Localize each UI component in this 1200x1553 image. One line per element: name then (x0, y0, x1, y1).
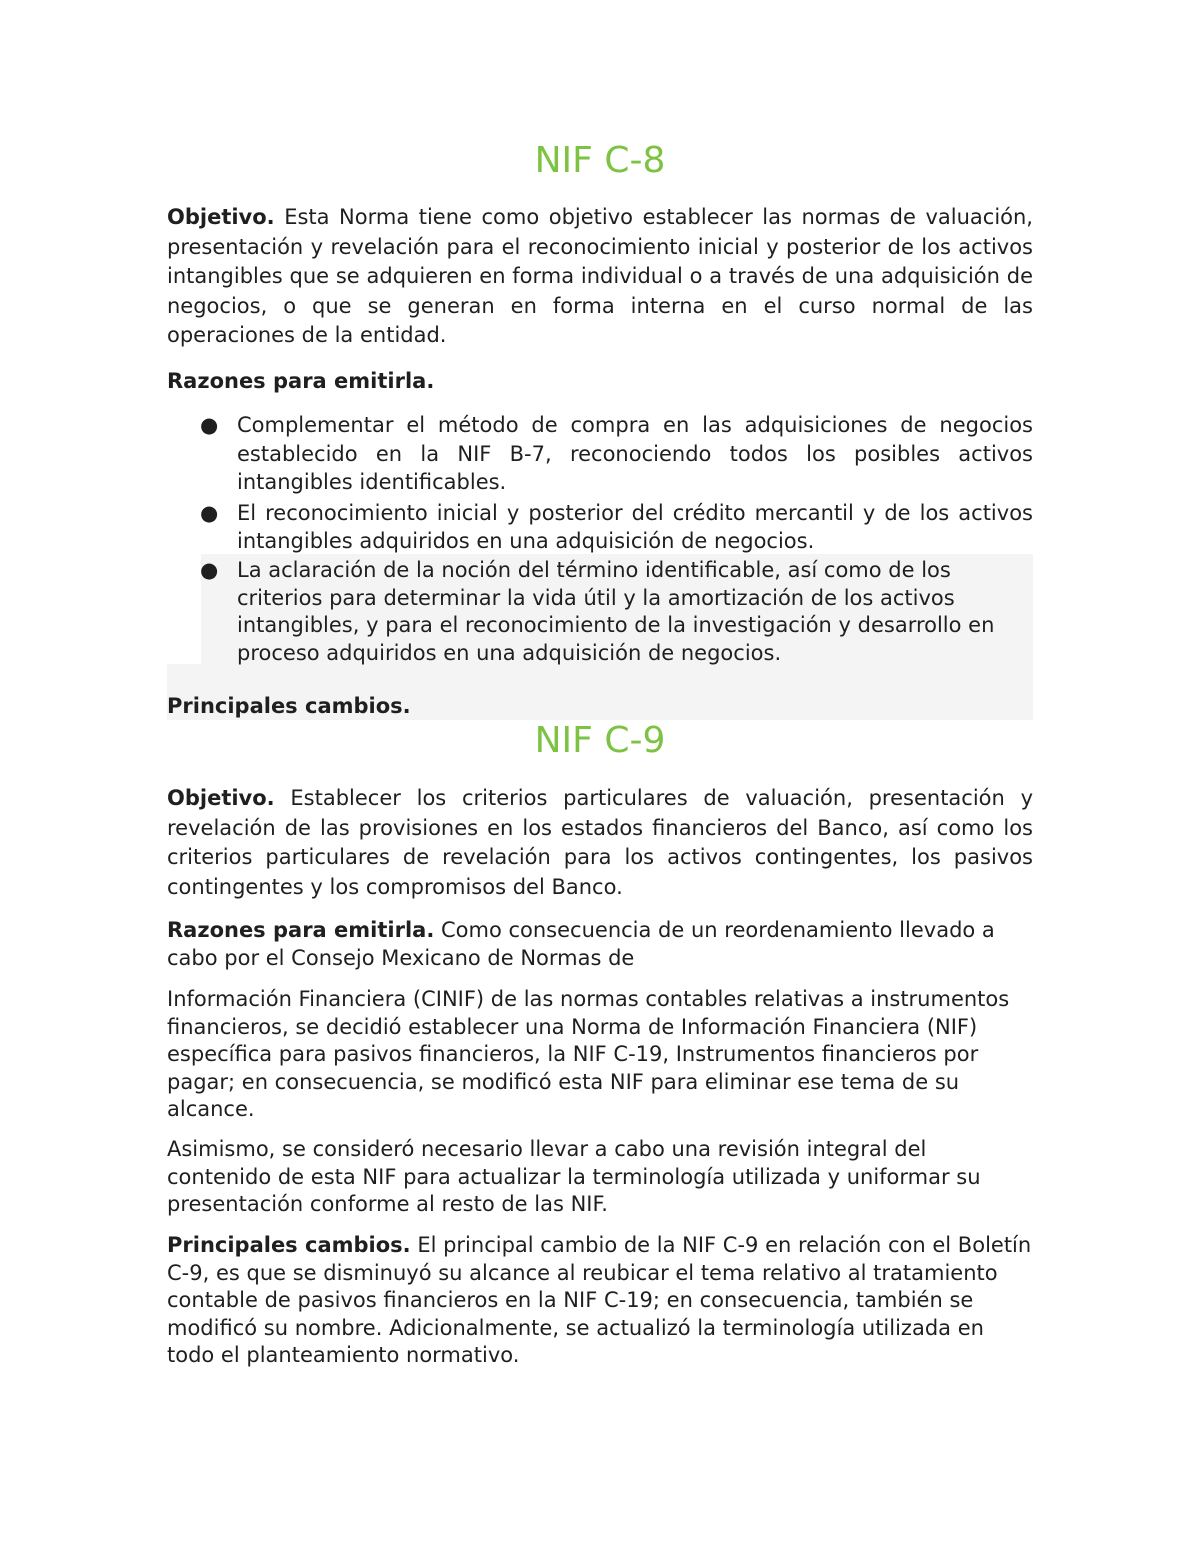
list-item (167, 499, 1033, 556)
reasons-list-c8 (167, 411, 1033, 556)
bullet-icon: ● (200, 558, 219, 582)
changes-label-c8: Principales cambios. (167, 694, 411, 718)
list-item-text: Complementar el método de compra en las adquisiciones de negocios establecido en la NIF B-7, reconociendo todos los posibles activos intangibles identificables. (237, 413, 1033, 494)
reasons-text-c9: Como consecuencia de un reordenamiento llevado a cabo por el Consejo Mexicano de Normas de (167, 918, 995, 970)
section-title-c8: NIF C-8 (534, 140, 666, 181)
reasons-label-c8: Razones para emitirla. (167, 369, 435, 393)
changes-paragraph-c9 (167, 1232, 1033, 1370)
objective-paragraph-c8 (167, 203, 1033, 351)
changes-text-c9: El principal cambio de la NIF C-9 en relación con el Boletín C-9, es que se disminuyó su alcance al reubicar el tema relativo al tratamiento contable de pasivos financieros en la NIF C-19; en consecuencia, también se modificó su nombre. Adicionalmente, se actualizó la terminología utilizada en todo el planteamiento normativo. (167, 1233, 1032, 1367)
objective-paragraph-c9 (167, 784, 1033, 902)
reasons-label-c9: Razones para emitirla. (167, 918, 435, 942)
bullet-icon: ● (200, 413, 219, 437)
objective-text-c9: Establecer los criterios particulares de valuación, presentación y revelación de las provisiones en los estados financieros del Banco, así como los criterios particulares de revelación para los activos contingentes, los pasivos contingentes y los compromisos del Banco. (167, 786, 1033, 899)
objective-label-c9: Objetivo. (167, 786, 275, 810)
paragraph-c9-1: Información Financiera (CINIF) de las normas contables relativas a instrumentos financieros, se decidió establecer una Norma de Información Financiera (NIF) específica para pasivos financieros, la NIF C-19, Instrumentos financieros por pagar; en consecuencia, se modificó esta NIF para eliminar ese tema de su alcance. (167, 987, 1010, 1121)
changes-label-c9: Principales cambios. (167, 1233, 411, 1257)
objective-text-c8: Esta Norma tiene como objetivo establecer las normas de valuación, presentación y revelación para el reconocimiento inicial y posterior de los activos intangibles que se adquieren en forma individual o a través de una adquisición de negocios, o que se generan en forma interna en el curso normal de las operaciones de la entidad. (167, 205, 1033, 347)
section-title-c9: NIF C-9 (534, 720, 666, 761)
objective-block-c8 (167, 203, 1033, 351)
objective-block-c9 (167, 784, 1033, 902)
reasons-paragraph-c9 (167, 917, 1033, 972)
list-item-text: La aclaración de la noción del término identificable, así como de los criterios para determinar la vida útil y la amortización de los activos intangibles, y para el reconocimiento de la investigación y desarrollo en proceso adquiridos en una adquisición de negocios. (237, 558, 995, 665)
objective-label-c8: Objetivo. (167, 205, 275, 229)
reasons-list-c8-cont (167, 557, 1033, 667)
paragraph-c9-2: Asimismo, se consideró necesario llevar a cabo una revisión integral del contenido de esta NIF para actualizar la terminología utilizada y uniformar su presentación conforme al resto de las NIF. (167, 1137, 981, 1216)
bullet-icon: ● (200, 500, 219, 525)
list-item-text: El reconocimiento inicial y posterior del crédito mercantil y de los activos intangibles adquiridos en una adquisición de negocios. (237, 500, 1033, 553)
list-item (167, 557, 1033, 667)
list-item (167, 411, 1033, 497)
